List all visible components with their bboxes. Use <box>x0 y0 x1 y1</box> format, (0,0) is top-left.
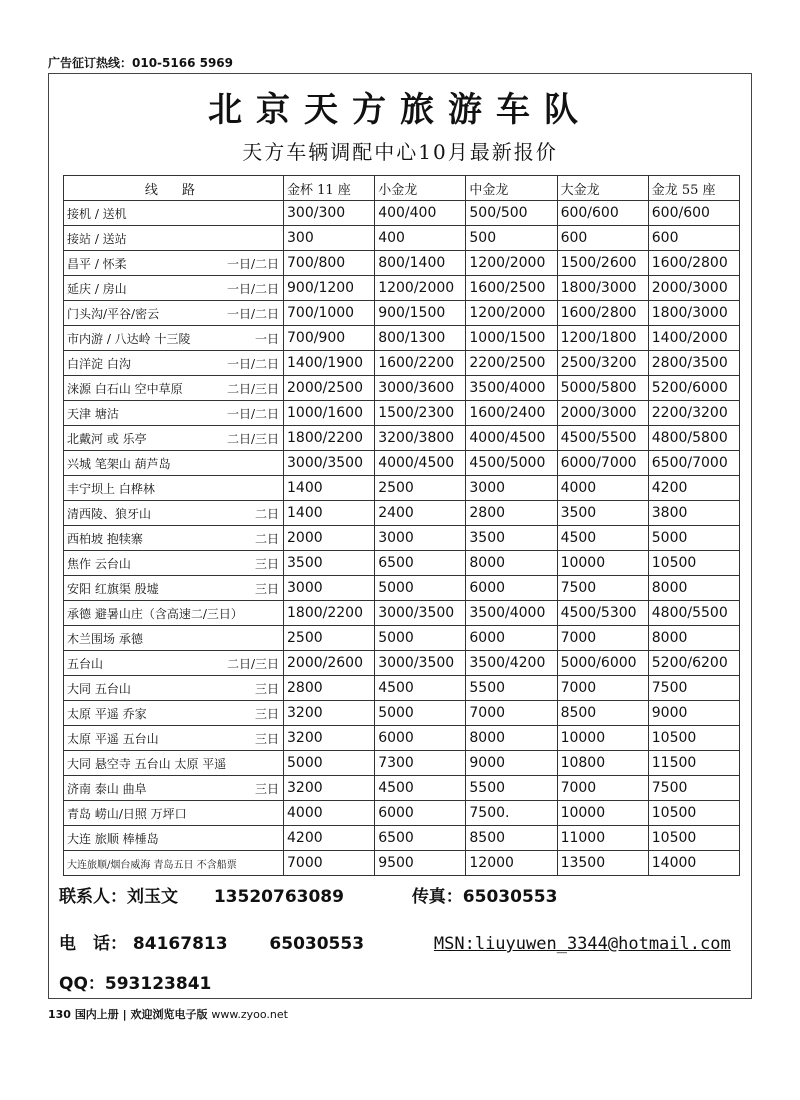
route-days: 三日 <box>254 556 279 571</box>
price-cell: 7300 <box>375 751 466 776</box>
price-cell: 3200 <box>284 776 375 801</box>
qq-number: QQ：593123841 <box>59 974 212 994</box>
route-days: 一日/二日 <box>226 281 279 296</box>
price-cell: 5500 <box>466 676 557 701</box>
route-name: 大连旅顺/烟台威海 青岛五日 不含船票 <box>67 859 237 871</box>
price-cell: 10500 <box>648 801 739 826</box>
price-cell: 1200/2000 <box>466 301 557 326</box>
price-cell: 1600/2200 <box>375 351 466 376</box>
route-days: 一日/二日 <box>226 406 279 421</box>
price-cell: 3500/4000 <box>466 601 557 626</box>
price-cell: 3200 <box>284 701 375 726</box>
route-cell <box>64 701 284 726</box>
table-row <box>64 701 740 726</box>
route-days: 一日/二日 <box>226 256 279 271</box>
table-row <box>64 626 740 651</box>
price-cell: 7500 <box>648 676 739 701</box>
route-name: 大连 旅顺 棒棰岛 <box>67 831 159 846</box>
route-name: 门头沟/平谷/密云 <box>67 306 160 321</box>
price-sheet-frame <box>48 73 752 999</box>
route-name: 北戴河 或 乐亭 <box>67 431 147 446</box>
table-row <box>64 526 740 551</box>
price-cell: 2500/3200 <box>557 351 648 376</box>
route-cell <box>64 401 284 426</box>
route-name: 兴城 笔架山 葫芦岛 <box>67 456 171 471</box>
price-cell: 1200/2000 <box>466 251 557 276</box>
route-days: 三日 <box>254 706 279 721</box>
table-row <box>64 426 740 451</box>
price-cell: 7000 <box>557 626 648 651</box>
price-cell: 500/500 <box>466 201 557 226</box>
price-cell: 9500 <box>375 851 466 876</box>
price-cell: 3000/3600 <box>375 376 466 401</box>
route-days: 二日 <box>254 506 279 521</box>
price-cell: 1200/1800 <box>557 326 648 351</box>
route-cell <box>64 601 284 626</box>
price-cell: 10500 <box>648 726 739 751</box>
table-row <box>64 801 740 826</box>
route-name: 木兰围场 承德 <box>67 631 143 646</box>
msn-link[interactable]: MSN:liuyuwen_3344@hotmail.com <box>433 934 731 954</box>
price-cell: 8500 <box>466 826 557 851</box>
price-cell: 4500/5300 <box>557 601 648 626</box>
price-cell: 2200/2500 <box>466 351 557 376</box>
route-cell <box>64 226 284 251</box>
price-cell: 12000 <box>466 851 557 876</box>
price-cell: 3800 <box>648 501 739 526</box>
table-row <box>64 376 740 401</box>
price-cell: 11500 <box>648 751 739 776</box>
route-name: 焦作 云台山 <box>67 556 131 571</box>
price-cell: 400 <box>375 226 466 251</box>
table-row <box>64 826 740 851</box>
price-cell: 600/600 <box>557 201 648 226</box>
price-cell: 5000 <box>375 576 466 601</box>
route-cell <box>64 376 284 401</box>
price-cell: 6000 <box>466 626 557 651</box>
route-cell <box>64 476 284 501</box>
page-subtitle: 天方车辆调配中心10月最新报价 <box>242 140 558 164</box>
price-cell: 5000 <box>284 751 375 776</box>
footer-section: 国内上册 <box>74 1008 119 1021</box>
price-cell: 4000/4500 <box>375 451 466 476</box>
price-cell: 2800/3500 <box>648 351 739 376</box>
price-cell: 800/1400 <box>375 251 466 276</box>
route-cell <box>64 801 284 826</box>
route-cell <box>64 751 284 776</box>
route-cell <box>64 626 284 651</box>
route-name: 济南 泰山 曲阜 <box>67 781 147 796</box>
route-name: 接机 / 送机 <box>67 206 127 221</box>
price-cell: 700/900 <box>284 326 375 351</box>
route-cell <box>64 851 284 876</box>
price-cell: 5000 <box>375 626 466 651</box>
price-cell: 4000/4500 <box>466 426 557 451</box>
price-cell: 5200/6000 <box>648 376 739 401</box>
price-cell: 5000/5800 <box>557 376 648 401</box>
price-cell: 4500/5500 <box>557 426 648 451</box>
price-cell: 6000/7000 <box>557 451 648 476</box>
page-footer <box>48 1006 288 1022</box>
route-name: 昌平 / 怀柔 <box>67 256 127 271</box>
route-name: 大同 悬空寺 五台山 太原 平遥 <box>67 756 227 771</box>
price-cell: 3000/3500 <box>375 601 466 626</box>
contact-row-2 <box>59 929 731 954</box>
contact-name: 联系人：刘玉文 <box>59 887 178 907</box>
route-days: 三日 <box>254 681 279 696</box>
price-cell: 2800 <box>284 676 375 701</box>
price-cell: 3200/3800 <box>375 426 466 451</box>
route-days: 一日/二日 <box>226 356 279 371</box>
table-row <box>64 326 740 351</box>
phone-label: 电 话： <box>59 934 127 954</box>
table-row <box>64 301 740 326</box>
route-days: 二日/三日 <box>226 656 279 671</box>
table-row <box>64 501 740 526</box>
price-cell: 8000 <box>466 726 557 751</box>
price-cell: 1400 <box>284 501 375 526</box>
route-name: 西柏坡 抱犊寨 <box>67 531 143 546</box>
price-cell: 10000 <box>557 801 648 826</box>
price-cell: 4500 <box>375 676 466 701</box>
header-jinbei-11: 金杯 11 座 <box>284 176 375 201</box>
route-days: 三日 <box>254 731 279 746</box>
table-row <box>64 751 740 776</box>
price-cell: 10000 <box>557 551 648 576</box>
price-cell: 5000 <box>648 526 739 551</box>
route-name: 天津 塘沽 <box>67 406 119 421</box>
price-cell: 6500 <box>375 551 466 576</box>
route-days: 二日/三日 <box>226 381 279 396</box>
route-days: 一日 <box>254 331 279 346</box>
price-cell: 6500/7000 <box>648 451 739 476</box>
footer-separator: | <box>122 1008 127 1021</box>
price-cell: 4500 <box>557 526 648 551</box>
price-cell: 6000 <box>375 726 466 751</box>
price-cell: 5000/6000 <box>557 651 648 676</box>
price-cell: 500 <box>466 226 557 251</box>
route-cell <box>64 451 284 476</box>
price-cell: 8000 <box>466 551 557 576</box>
price-cell: 2200/3200 <box>648 401 739 426</box>
table-row <box>64 251 740 276</box>
table-row <box>64 551 740 576</box>
price-table <box>63 175 740 876</box>
price-cell: 5200/6200 <box>648 651 739 676</box>
route-days: 一日/二日 <box>226 306 279 321</box>
price-cell: 14000 <box>648 851 739 876</box>
price-cell: 300 <box>284 226 375 251</box>
price-cell: 1400/1900 <box>284 351 375 376</box>
header-large-kinglong: 大金龙 <box>557 176 648 201</box>
price-cell: 3000 <box>284 576 375 601</box>
price-table-body <box>64 201 740 876</box>
route-name: 大同 五台山 <box>67 681 131 696</box>
route-cell <box>64 426 284 451</box>
route-name: 接站 / 送站 <box>67 231 127 246</box>
phone-number-2: 65030553 <box>269 934 365 954</box>
phone-number-1: 84167813 <box>132 934 228 954</box>
table-row <box>64 401 740 426</box>
price-cell: 1000/1500 <box>466 326 557 351</box>
header-mid-kinglong: 中金龙 <box>466 176 557 201</box>
route-cell <box>64 201 284 226</box>
price-cell: 7000 <box>557 676 648 701</box>
contact-fax: 传真：65030553 <box>411 887 558 907</box>
footer-slogan: 欢迎浏览电子版 <box>130 1008 208 1021</box>
price-cell: 1200/2000 <box>375 276 466 301</box>
price-cell: 8000 <box>648 576 739 601</box>
route-name: 延庆 / 房山 <box>67 281 127 296</box>
contact-row-3 <box>59 969 211 994</box>
table-row <box>64 676 740 701</box>
route-name: 市内游 / 八达岭 十三陵 <box>67 331 191 346</box>
price-cell: 1000/1600 <box>284 401 375 426</box>
price-cell: 2000/3000 <box>557 401 648 426</box>
route-cell <box>64 551 284 576</box>
price-cell: 4200 <box>648 476 739 501</box>
table-row <box>64 601 740 626</box>
header-kinglong-55: 金龙 55 座 <box>648 176 739 201</box>
route-cell <box>64 576 284 601</box>
route-name: 涞源 白石山 空中草原 <box>67 381 183 396</box>
price-cell: 3000/3500 <box>375 651 466 676</box>
route-cell <box>64 501 284 526</box>
price-cell: 2000/3000 <box>648 276 739 301</box>
price-cell: 3500 <box>557 501 648 526</box>
price-cell: 9000 <box>466 751 557 776</box>
price-cell: 4500/5000 <box>466 451 557 476</box>
price-cell: 300/300 <box>284 201 375 226</box>
route-name: 太原 平遥 乔家 <box>67 706 147 721</box>
price-cell: 2000/2600 <box>284 651 375 676</box>
route-days: 二日 <box>254 531 279 546</box>
price-cell: 1400 <box>284 476 375 501</box>
price-cell: 2800 <box>466 501 557 526</box>
price-cell: 1600/2800 <box>648 251 739 276</box>
table-row <box>64 201 740 226</box>
price-cell: 2500 <box>284 626 375 651</box>
price-cell: 600 <box>648 226 739 251</box>
route-name: 青岛 崂山/日照 万坪口 <box>67 806 187 821</box>
price-cell: 4000 <box>284 801 375 826</box>
price-cell: 2500 <box>375 476 466 501</box>
price-cell: 11000 <box>557 826 648 851</box>
price-cell: 10500 <box>648 826 739 851</box>
header-route: 线 路 <box>64 176 284 201</box>
price-cell: 7500 <box>648 776 739 801</box>
price-cell: 8500 <box>557 701 648 726</box>
price-cell: 1500/2600 <box>557 251 648 276</box>
price-cell: 3000 <box>466 476 557 501</box>
price-cell: 700/800 <box>284 251 375 276</box>
price-cell: 6000 <box>466 576 557 601</box>
route-cell <box>64 726 284 751</box>
route-days: 三日 <box>254 781 279 796</box>
price-cell: 10800 <box>557 751 648 776</box>
contact-mobile: 13520763089 <box>213 887 344 907</box>
price-cell: 1400/2000 <box>648 326 739 351</box>
price-cell: 10000 <box>557 726 648 751</box>
price-cell: 900/1500 <box>375 301 466 326</box>
price-cell: 3200 <box>284 726 375 751</box>
price-cell: 10500 <box>648 551 739 576</box>
price-cell: 7500 <box>557 576 648 601</box>
table-row <box>64 726 740 751</box>
route-cell <box>64 651 284 676</box>
price-cell: 3000 <box>375 526 466 551</box>
price-cell: 3500 <box>466 526 557 551</box>
page-number: 130 <box>48 1008 71 1021</box>
route-name: 清西陵、狼牙山 <box>67 506 152 521</box>
contact-row-1 <box>59 882 557 907</box>
footer-url[interactable]: www.zyoo.net <box>211 1008 288 1021</box>
price-cell: 900/1200 <box>284 276 375 301</box>
price-cell: 1800/2200 <box>284 601 375 626</box>
price-cell: 2000/2500 <box>284 376 375 401</box>
price-cell: 6000 <box>375 801 466 826</box>
price-cell: 7000 <box>466 701 557 726</box>
route-days: 二日/三日 <box>226 431 279 446</box>
table-row <box>64 351 740 376</box>
route-cell <box>64 826 284 851</box>
price-cell: 6500 <box>375 826 466 851</box>
table-row <box>64 651 740 676</box>
price-cell: 9000 <box>648 701 739 726</box>
price-cell: 400/400 <box>375 201 466 226</box>
table-row <box>64 476 740 501</box>
price-cell: 8000 <box>648 626 739 651</box>
route-name: 白洋淀 白沟 <box>67 356 131 371</box>
route-name: 太原 平遥 五台山 <box>67 731 159 746</box>
table-row <box>64 226 740 251</box>
route-cell <box>64 326 284 351</box>
price-cell: 1800/3000 <box>557 276 648 301</box>
price-cell: 5500 <box>466 776 557 801</box>
price-cell: 7500. <box>466 801 557 826</box>
price-cell: 4200 <box>284 826 375 851</box>
route-name: 五台山 <box>67 656 104 671</box>
price-cell: 600/600 <box>648 201 739 226</box>
price-cell: 4000 <box>557 476 648 501</box>
route-cell <box>64 276 284 301</box>
price-cell: 3500 <box>284 551 375 576</box>
price-cell: 2000 <box>284 526 375 551</box>
ad-hotline: 广告征订热线：010-5166 5969 <box>48 56 234 70</box>
table-row <box>64 851 740 876</box>
price-cell: 4800/5800 <box>648 426 739 451</box>
price-cell: 1600/2400 <box>466 401 557 426</box>
price-cell: 4800/5500 <box>648 601 739 626</box>
route-cell <box>64 351 284 376</box>
route-name: 承德 避暑山庄（含高速二/三日） <box>67 606 243 621</box>
price-cell: 700/1000 <box>284 301 375 326</box>
route-cell <box>64 301 284 326</box>
price-cell: 4500 <box>375 776 466 801</box>
route-days: 三日 <box>254 581 279 596</box>
price-cell: 13500 <box>557 851 648 876</box>
route-cell <box>64 251 284 276</box>
price-cell: 800/1300 <box>375 326 466 351</box>
table-row <box>64 576 740 601</box>
price-cell: 1800/3000 <box>648 301 739 326</box>
price-cell: 7000 <box>284 851 375 876</box>
price-cell: 600 <box>557 226 648 251</box>
price-cell: 1600/2500 <box>466 276 557 301</box>
price-cell: 2400 <box>375 501 466 526</box>
price-cell: 1500/2300 <box>375 401 466 426</box>
price-cell: 7000 <box>557 776 648 801</box>
header-small-kinglong: 小金龙 <box>375 176 466 201</box>
table-header-row <box>64 176 740 201</box>
table-row <box>64 776 740 801</box>
price-cell: 3500/4000 <box>466 376 557 401</box>
route-cell <box>64 676 284 701</box>
table-row <box>64 451 740 476</box>
route-cell <box>64 776 284 801</box>
route-name: 安阳 红旗渠 殷墟 <box>67 581 159 596</box>
table-row <box>64 276 740 301</box>
route-cell <box>64 526 284 551</box>
price-cell: 5000 <box>375 701 466 726</box>
price-cell: 3000/3500 <box>284 451 375 476</box>
price-cell: 1600/2800 <box>557 301 648 326</box>
page-title: 北京天方旅游车队 <box>208 90 592 130</box>
route-name: 丰宁坝上 白桦林 <box>67 481 155 496</box>
price-cell: 3500/4200 <box>466 651 557 676</box>
price-cell: 1800/2200 <box>284 426 375 451</box>
